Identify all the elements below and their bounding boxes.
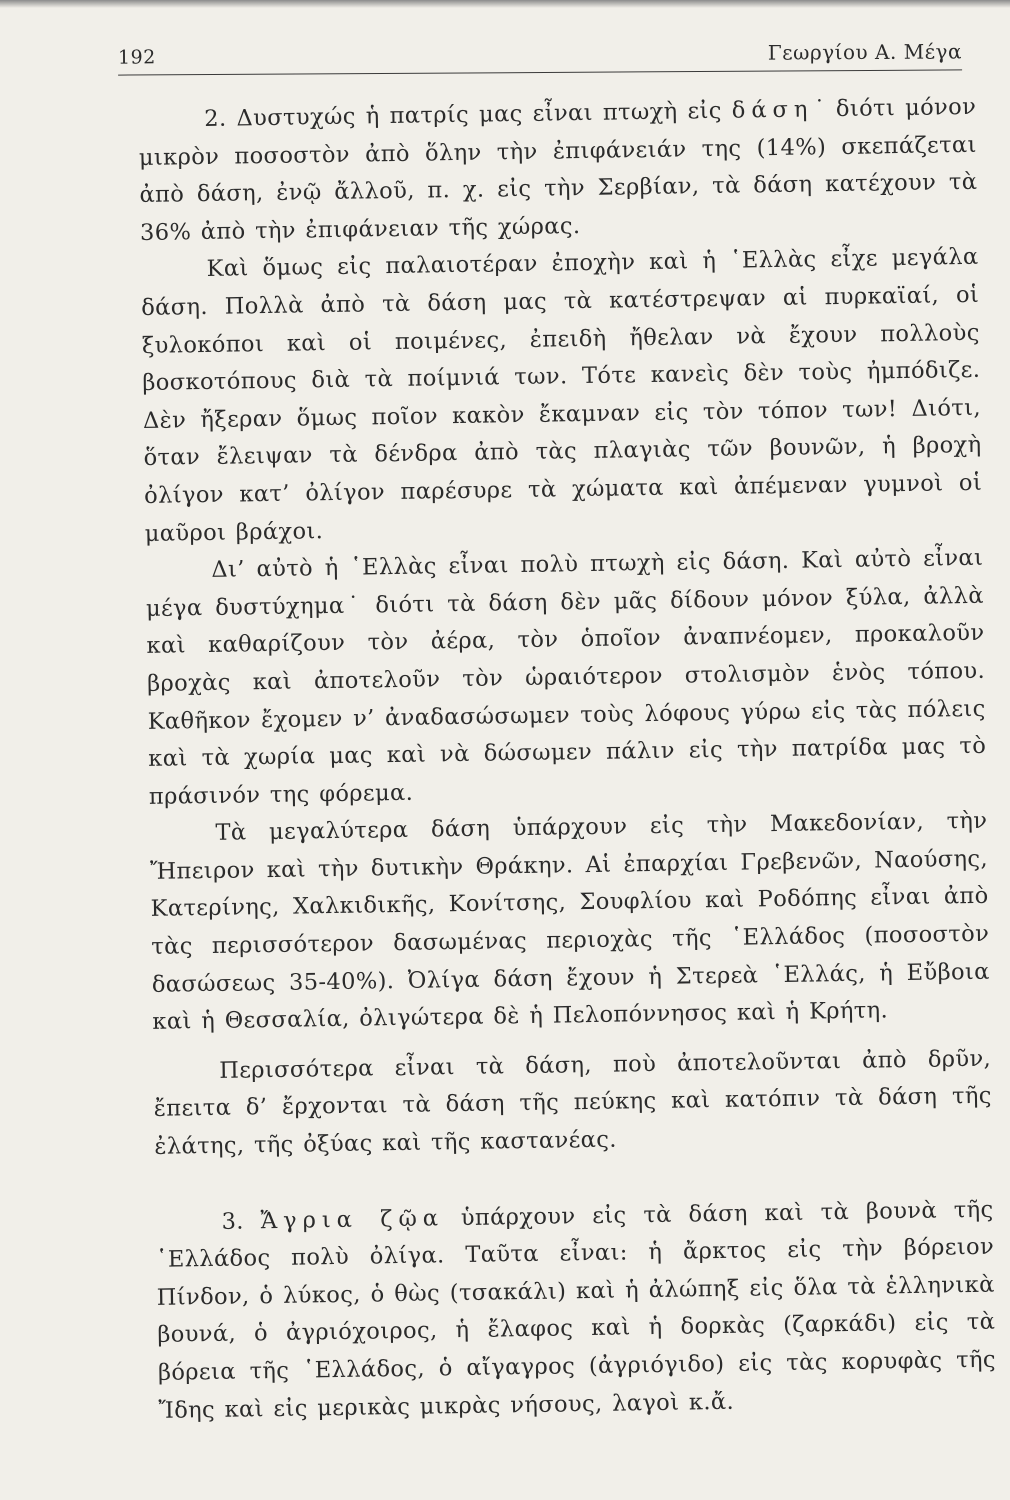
section-2-paragraph-3: Δι’ αὐτὸ ἡ ῾Ελλὰς εἶναι πολὺ πτωχὴ εἰς δάση. Καὶ αὐτὸ εἶναι μέγα δυστύχημα˙ διότι τὰ δάση δὲν μᾶς δίδουν μόνον ξύλα, ἀλλὰ καὶ καθαρίζουν τὸν ἀέρα, τὸν ὁποῖον ἀναπνέομεν, προκαλοῦν βροχὰς καὶ ἀποτελοῦν τὸν ὡραιότερον στολισμὸν ἑνὸς τόπου. Καθῆκον ἔχομεν ν’ ἀναδασώσωμεν τοὺς λόφους γύρω εἰς τὰς πόλεις καὶ τὰ χωρία μας καὶ νὰ δώσωμεν πάλιν εἰς τὴν πατρίδα μας τὸ πράσινόν της φόρεμα.	[145, 544, 987, 810]
section-2-lead: Δυστυχώς ἡ πατρίς μας εἶναι πτωχὴ εἰς	[236, 97, 723, 132]
section-3-paragraph-1-text: ὑπάρχουν εἰς τὰ δάση καὶ τὰ βουνὰ τῆς ῾Ελλάδος πολὺ ὀλίγα. Ταῦτα εἶναι: ἡ ἄρκτος εἰς τὴν βόρειον Πίνδον, ὁ λύκος, ὁ θὼς (τσακάλι) καὶ ἡ ἀλώπηξ εἰς ὅλα τὰ ἑλληνικὰ βουνά, ὁ ἀγριόχοιρος, ἡ ἔλαφος καὶ ἡ δορκὰς (ζαρκάδι) εἰς τὰ βόρεια τῆς ῾Ελλάδος, ὁ αἴγαγρος (ἀγριόγιδο) εἰς τὰς κορυφὰς τῆς Ἴδης καὶ εἰς μερικὰς μικρὰς νήσους, λαγοὶ κ.ἄ.	[155, 1196, 997, 1424]
scan-edge	[0, 0, 1010, 8]
section-3-spaced-keyword: Ἄγρια ζῷα	[260, 1204, 445, 1234]
page-header	[118, 35, 962, 75]
page-number: 192	[117, 46, 156, 69]
section-2-paragraph-1	[138, 89, 978, 253]
body-text	[138, 89, 997, 1430]
section-2-paragraph-2: Καὶ ὅμως εἰς παλαιοτέραν ἐποχὴν καὶ ἡ ῾Ελλὰς εἶχε μεγάλα δάση. Πολλὰ ἀπὸ τὰ δάση μας τὰ κατέστρεψαν αἱ πυρκαϊαί, οἱ ξυλοκόποι καὶ οἱ ποιμένες, ἐπειδὴ ἤθελαν νὰ ἔχουν πολλοὺς βοσκοτόπους διὰ τὰ ποίμνιά των. Τότε κανεὶς δὲν τοὺς ἠμπόδιζε. Δὲν ἤξεραν ὅμως ποῖον κακὸν ἔκαμναν εἰς τὸν τόπον των! Διότι, ὅταν ἔλειψαν τὰ δένδρα ἀπὸ τὰς πλαγιὰς τῶν βουνῶν, ἡ βροχὴ ὀλίγον κατ’ ὀλίγον παρέσυρε τὰ χώματα καὶ ἀπέμεναν γυμνοὶ οἱ μαῦροι βράχοι.	[141, 244, 983, 547]
section-2-number: 2.	[204, 105, 227, 132]
section-3-paragraph-1	[155, 1191, 996, 1430]
section-2-spaced-keyword: δάση	[731, 96, 814, 124]
section-3-number: 3.	[221, 1208, 245, 1235]
section-2-paragraph-5: Περισσότερα εἶναι τὰ δάση, ποὺ ἀποτελοῦνται ἀπὸ δρῦν, ἔπειτα δ’ ἔρχονται τὰ δάση τῆς πεύκης καὶ κατόπιν τὰ δάση τῆς ἐλάτης, τῆς ὀξύας καὶ τῆς καστανέας.	[153, 1045, 992, 1160]
section-2-paragraph-1-text: ˙ διότι μόνον μικρὸν ποσοστὸν ἀπὸ ὅλην τὴν ἐπιφάνειάν της (14%) σκεπάζεται ἀπὸ δάση, ἐνῷ ἄλλοῦ, π. χ. εἰς τὴν Σερβίαν, τὰ δάση κατέχουν τὰ 36% ἀπὸ τὴν ἐπιφάνειαν τῆς χώρας.	[138, 93, 978, 246]
section-2-paragraph-4: Τὰ μεγαλύτερα δάση ὑπάρχουν εἰς τὴν Μακεδονίαν, τὴν Ἤπειρον καὶ τὴν δυτικὴν Θράκην. Αἱ ἐπαρχίαι Γρεβενῶν, Ναούσης, Κατερίνης, Χαλκιδικῆς, Κονίτσης, Σουφλίου καὶ Ροδόπης εἶναι ἀπὸ τὰς περισσότερον δασωμένας περιοχὰς τῆς ῾Ελλάδος (ποσοστὸν δασώσεως 35-40%). Ὀλίγα δάση ἔχουν ἡ Στερεὰ ῾Ελλάς, ἡ Εὔβοια καὶ ἡ Θεσσαλία, ὀλιγώτερα δὲ ἡ Πελοπόννησος καὶ ἡ Κρήτη.	[149, 808, 990, 1036]
running-head: Γεωργίου Α. Μέγα	[767, 39, 963, 65]
